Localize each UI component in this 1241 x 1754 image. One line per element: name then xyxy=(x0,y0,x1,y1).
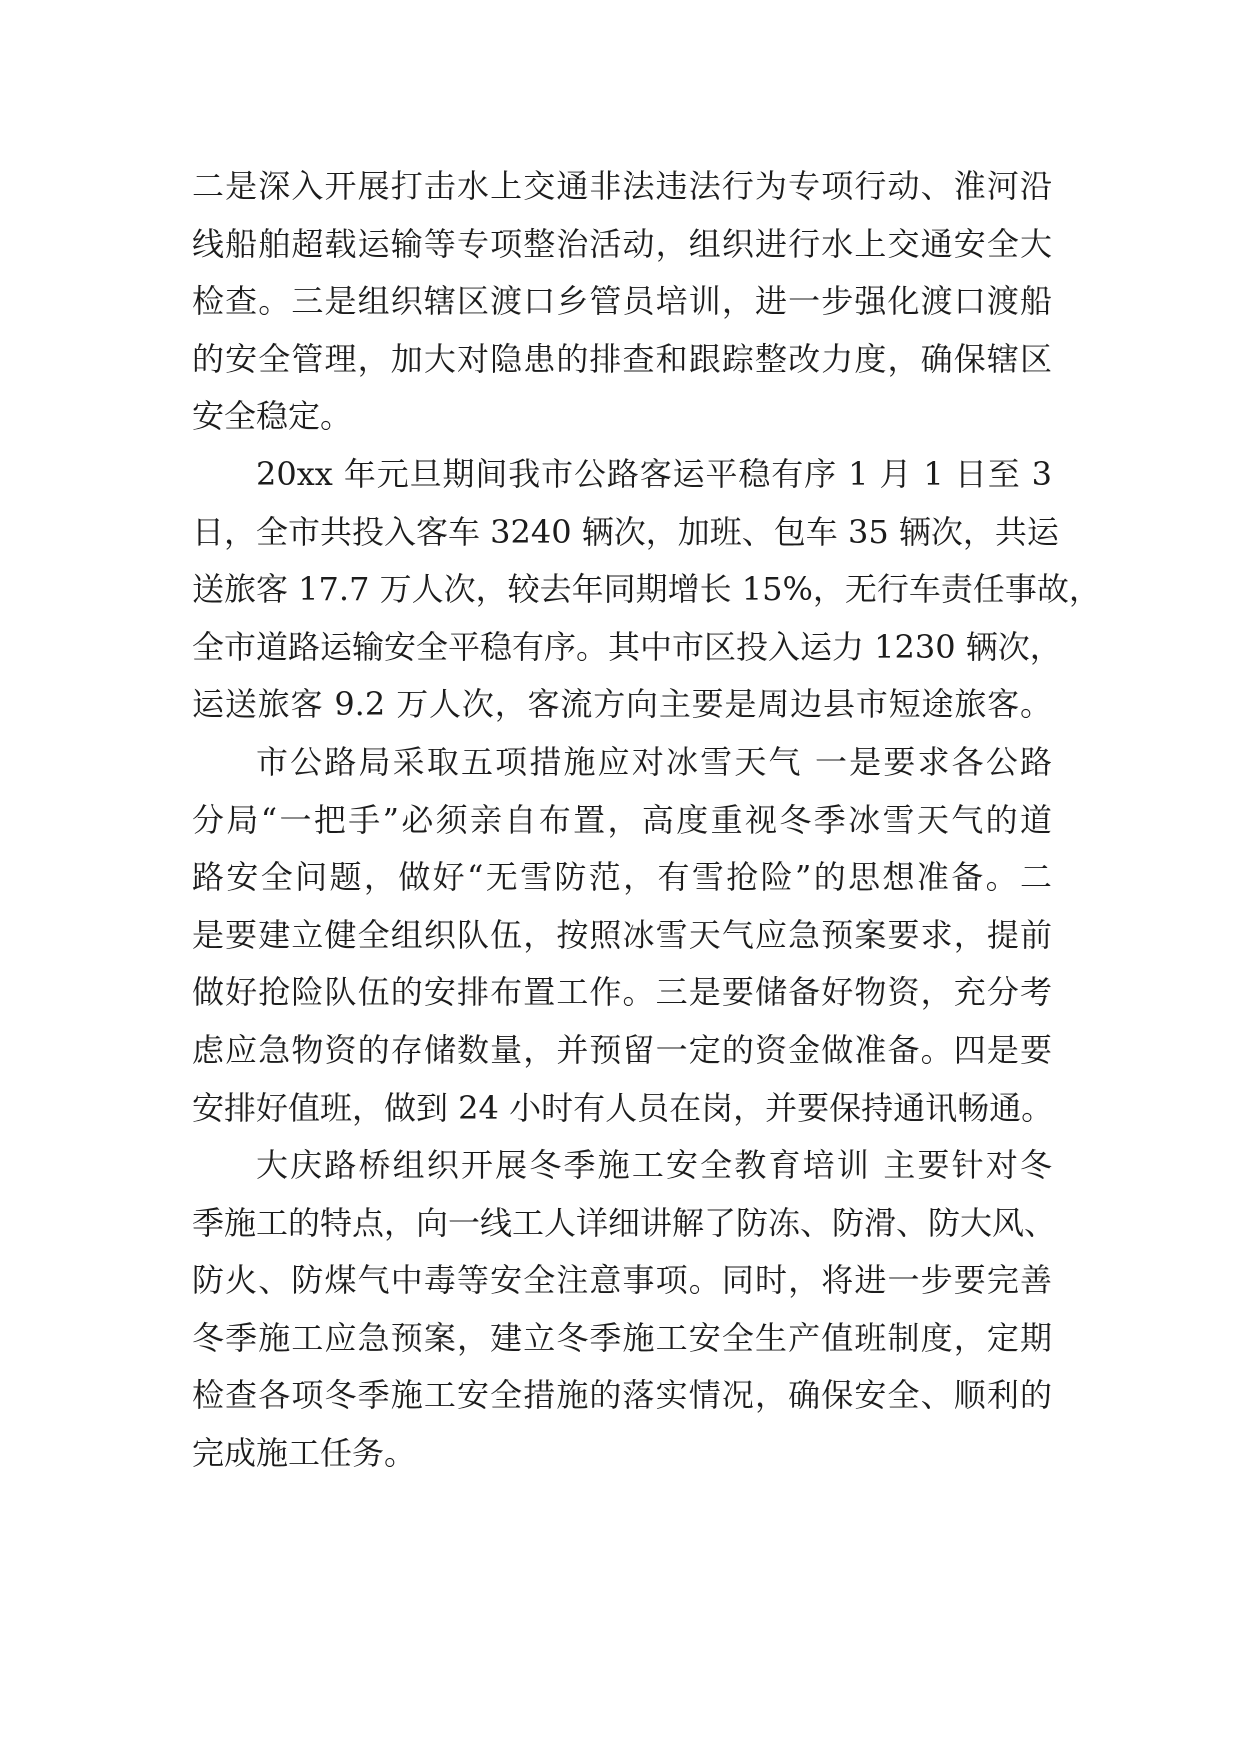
text-line: 运送旅客 9.2 万人次，客流方向主要是周边县市短途旅客。 xyxy=(192,685,1052,724)
text-line: 大庆路桥组织开展冬季施工安全教育培训 主要针对冬 xyxy=(256,1146,1052,1185)
text-line: 线船舶超载运输等专项整治活动，组织进行水上交通安全大 xyxy=(192,224,1052,263)
text-line: 冬季施工应急预案，建立冬季施工安全生产值班制度，定期 xyxy=(192,1318,1052,1357)
text-line: 防火、防煤气中毒等安全注意事项。同时，将进一步要完善 xyxy=(192,1261,1052,1300)
text-line: 虑应急物资的存储数量，并预留一定的资金做准备。四是要 xyxy=(192,1030,1052,1069)
text-line: 安排好值班，做到 24 小时有人员在岗，并要保持通讯畅通。 xyxy=(192,1088,1054,1127)
text-line: 的安全管理，加大对隐患的排查和跟踪整改力度，确保辖区 xyxy=(192,339,1052,378)
text-line: 是要建立健全组织队伍，按照冰雪天气应急预案要求，提前 xyxy=(192,915,1052,954)
paragraph xyxy=(192,158,1052,446)
paragraph xyxy=(192,734,1052,1137)
paragraph xyxy=(192,446,1101,734)
text-line: 检查。三是组织辖区渡口乡管员培训，进一步强化渡口渡船 xyxy=(192,282,1052,321)
text-line: 市公路局采取五项措施应对冰雪天气 一是要求各公路 xyxy=(256,742,1052,781)
text-line: 分局“一把手”必须亲自布置，高度重视冬季冰雪天气的道 xyxy=(192,800,1052,839)
text-line: 送旅客 17.7 万人次，较去年同期增长 15%，无行车责任事故， xyxy=(192,570,1101,609)
text-line: 安全稳定。 xyxy=(192,397,353,436)
text-line: 二是深入开展打击水上交通非法违法行为专项行动、淮河沿 xyxy=(192,167,1052,205)
document-body xyxy=(192,158,1101,1483)
text-line: 检查各项冬季施工安全措施的落实情况，确保安全、顺利的 xyxy=(192,1376,1052,1415)
paragraph xyxy=(192,1137,1057,1483)
text-line: 日，全市共投入客车 3240 辆次，加班、包车 35 辆次，共运 xyxy=(192,512,1059,551)
text-line: 完成施工任务。 xyxy=(192,1434,417,1473)
text-line: 做好抢险队伍的安排布置工作。三是要储备好物资，充分考 xyxy=(192,973,1052,1012)
text-line: 20xx 年元旦期间我市公路客运平稳有序 1 月 1 日至 3 xyxy=(256,454,1052,493)
text-line: 全市道路运输安全平稳有序。其中市区投入运力 1230 辆次， xyxy=(192,627,1062,666)
text-line: 路安全问题，做好“无雪防范，有雪抢险”的思想准备。二 xyxy=(192,858,1052,897)
text-line: 季施工的特点，向一线工人详细讲解了防冻、防滑、防大风、 xyxy=(192,1203,1057,1242)
